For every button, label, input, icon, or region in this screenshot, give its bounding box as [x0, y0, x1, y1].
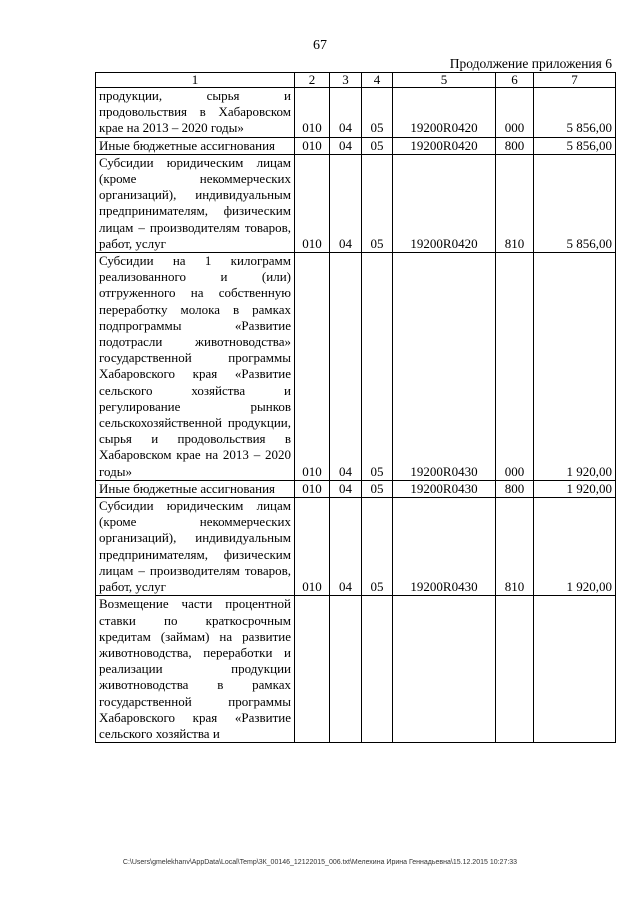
row-code-expense-type: 810 [496, 498, 534, 596]
row-code-target: 19200R0420 [393, 137, 496, 154]
row-code-section: 04 [330, 498, 362, 596]
row-code-ministry: 010 [295, 88, 330, 138]
header-cell: 4 [362, 73, 393, 88]
header-cell: 6 [496, 73, 534, 88]
row-description: Субсидии юридическим лицам (кроме некоммерческих организаций), индивидуальным предпринимателям, физическим лицам – производителям товаров, работ, услуг [96, 154, 295, 252]
header-cell: 7 [534, 73, 616, 88]
row-code-subsection: 05 [362, 253, 393, 481]
table-header-row [96, 73, 616, 88]
row-amount: 5 856,00 [534, 88, 616, 138]
row-code-subsection: 05 [362, 154, 393, 252]
row-code-subsection: 05 [362, 88, 393, 138]
row-description: продукции, сырья и продовольствия в Хабаровском крае на 2013 – 2020 годы» [96, 88, 295, 138]
row-code-target: 19200R0430 [393, 498, 496, 596]
row-amount: 1 920,00 [534, 480, 616, 497]
row-description: Субсидии на 1 килограмм реализованного и (или) отгруженного на собственную переработку молока в рамках подпрограммы «Развитие подотрасли животноводства» государственной программы Хабаровского края «Развитие сельского хозяйства и регулирование рынков сельскохозяйственной продукции, сырья и продовольствия в Хабаровском крае на 2013 – 2020 годы» [96, 253, 295, 481]
row-code-subsection: 05 [362, 498, 393, 596]
row-code-subsection: 05 [362, 480, 393, 497]
footer-file-path: C:\Users\gmelekhanv\AppData\Local\Temp\3К_00146_12122015_006.txt\Мелехина Ирина Геннадьевна\15.12.2015 10:27:33 [122, 859, 518, 866]
row-code-section: 04 [330, 253, 362, 481]
header-cell: 2 [295, 73, 330, 88]
table-row [96, 596, 616, 743]
row-code-section: 04 [330, 137, 362, 154]
row-code-expense-type: 800 [496, 137, 534, 154]
row-description: Иные бюджетные ассигнования [96, 137, 295, 154]
table-row [96, 498, 616, 596]
row-amount: 1 920,00 [534, 498, 616, 596]
row-code-ministry: 010 [295, 480, 330, 497]
row-code-section: 04 [330, 88, 362, 138]
row-code-section: 04 [330, 154, 362, 252]
row-description: Иные бюджетные ассигнования [96, 480, 295, 497]
table-row [96, 253, 616, 481]
row-code-section: 04 [330, 480, 362, 497]
row-code-expense-type: 000 [496, 88, 534, 138]
header-cell: 5 [393, 73, 496, 88]
table-row [96, 88, 616, 138]
table-row [96, 480, 616, 497]
table-row [96, 137, 616, 154]
row-code-subsection [362, 596, 393, 743]
row-code-expense-type [496, 596, 534, 743]
row-code-ministry: 010 [295, 253, 330, 481]
row-amount [534, 596, 616, 743]
row-code-target: 19200R0420 [393, 88, 496, 138]
row-code-target [393, 596, 496, 743]
row-amount: 1 920,00 [534, 253, 616, 481]
row-code-expense-type: 800 [496, 480, 534, 497]
row-code-subsection: 05 [362, 137, 393, 154]
row-code-ministry: 010 [295, 137, 330, 154]
continuation-label: Продолжение приложения 6 [449, 56, 612, 71]
row-code-target: 19200R0430 [393, 253, 496, 481]
row-amount: 5 856,00 [534, 154, 616, 252]
header-cell: 1 [96, 73, 295, 88]
row-amount: 5 856,00 [534, 137, 616, 154]
row-code-section [330, 596, 362, 743]
row-code-target: 19200R0430 [393, 480, 496, 497]
row-code-ministry: 010 [295, 154, 330, 252]
header-cell: 3 [330, 73, 362, 88]
row-code-expense-type: 000 [496, 253, 534, 481]
row-code-target: 19200R0420 [393, 154, 496, 252]
budget-table [95, 72, 616, 743]
row-code-ministry [295, 596, 330, 743]
row-code-ministry: 010 [295, 498, 330, 596]
page-number: 67 [313, 38, 327, 53]
row-code-expense-type: 810 [496, 154, 534, 252]
table-row [96, 154, 616, 252]
row-description: Возмещение части процентной ставки по краткосрочным кредитам (займам) на развитие животноводства, переработки и реализации продукции животноводства в рамках государственной программы Хабаровского края «Развитие сельского хозяйства и [96, 596, 295, 743]
row-description: Субсидии юридическим лицам (кроме некоммерческих организаций), индивидуальным предпринимателям, физическим лицам – производителям товаров, работ, услуг [96, 498, 295, 596]
